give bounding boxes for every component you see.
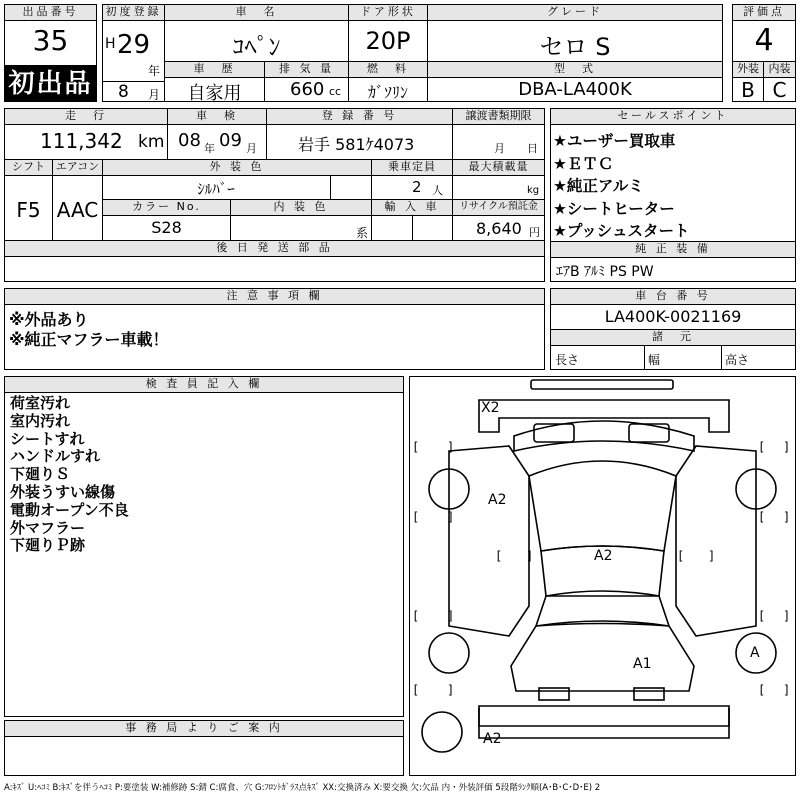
color-number-label: カラー No. bbox=[102, 199, 231, 216]
recycle-unit: 円 bbox=[529, 226, 540, 239]
fuel: ｶﾞｿﾘﾝ bbox=[367, 83, 408, 102]
svg-text:[: [ bbox=[412, 609, 420, 623]
lot-number-label: 出品番号 bbox=[4, 4, 97, 21]
car-name: ｺﾍﾟﾝ bbox=[232, 33, 281, 61]
svg-text:]: ] bbox=[783, 440, 791, 454]
color-number: S28 bbox=[151, 218, 182, 237]
inspector-item: 下廻りＳ bbox=[10, 465, 71, 484]
rear-deck bbox=[511, 621, 694, 691]
rear-bumper bbox=[479, 708, 729, 738]
right-body-side bbox=[676, 446, 756, 636]
import-cell-a bbox=[371, 215, 413, 241]
interior-grade-label: 内装 bbox=[763, 61, 796, 78]
mark-roof: A2 bbox=[594, 548, 613, 564]
inspector-label: 検 査 員 記 入 欄 bbox=[4, 376, 404, 393]
length-label: 長さ bbox=[555, 353, 580, 367]
office-label: 事 務 局 よ り ご 案 内 bbox=[4, 720, 404, 737]
office-box bbox=[4, 736, 404, 776]
inspector-item: 室内汚れ bbox=[10, 411, 71, 430]
mark-front-bumper: X2 bbox=[481, 400, 500, 416]
svg-text:[: [ bbox=[412, 683, 420, 697]
later-parts-cell bbox=[4, 256, 545, 282]
svg-text:[: [ bbox=[758, 683, 766, 697]
svg-text:[: [ bbox=[758, 510, 766, 524]
history-label: 車 歴 bbox=[164, 61, 265, 78]
front-bumper-shape bbox=[531, 380, 673, 389]
svg-text:[: [ bbox=[758, 609, 766, 623]
inspector-item: シートすれ bbox=[10, 429, 85, 448]
recycle-label: リサイクル預託金 bbox=[452, 199, 545, 216]
equipment: ｴｱB ｱﾙﾐ PS PW bbox=[556, 264, 654, 280]
year-unit: 年 bbox=[148, 64, 161, 78]
grade-label: グレード bbox=[427, 4, 723, 21]
cabin-top bbox=[529, 461, 676, 551]
mileage: 111,342 bbox=[40, 129, 123, 153]
svg-text:[: [ bbox=[758, 440, 766, 454]
inspection-year-unit: 年 bbox=[204, 142, 215, 155]
plate-label: 登 録 番 号 bbox=[266, 108, 453, 125]
registration-year: 29 bbox=[117, 30, 151, 60]
shift: F5 bbox=[16, 198, 41, 222]
chassis-number: LA400K-0021169 bbox=[604, 307, 742, 326]
recycle: 8,640 bbox=[476, 219, 522, 238]
color-subcell bbox=[330, 175, 372, 200]
fuel-label: 燃 料 bbox=[348, 61, 428, 78]
mark-rear-bumper: A2 bbox=[483, 731, 502, 747]
sales-point-item: ★プッシュスタート bbox=[553, 222, 690, 240]
inspector-item: 外マフラー bbox=[10, 518, 86, 537]
svg-text:]: ] bbox=[783, 609, 791, 623]
left-body-side bbox=[449, 446, 529, 636]
score: 4 bbox=[754, 23, 774, 58]
svg-text:]: ] bbox=[783, 683, 791, 697]
mileage-label: 走 行 bbox=[4, 108, 168, 125]
inspector-item: 荷室汚れ bbox=[10, 394, 71, 412]
svg-text:[: [ bbox=[677, 549, 685, 563]
inspector-item: ハンドルすれ bbox=[10, 447, 101, 466]
sales-point-item: ★シートヒーター bbox=[553, 199, 675, 218]
sales-point-item: ★ＥＴＣ bbox=[553, 154, 614, 173]
door-label: ドア形状 bbox=[348, 4, 428, 21]
import-cell-b bbox=[412, 215, 453, 241]
sales-point-item: ★純正アルミ bbox=[553, 177, 644, 195]
aircon-label: エアコン bbox=[52, 159, 103, 176]
svg-text:]: ] bbox=[447, 440, 455, 454]
note-item: ※外品あり bbox=[9, 310, 89, 329]
rear-bumper-upper bbox=[479, 706, 729, 726]
svg-text:]: ] bbox=[783, 510, 791, 524]
svg-text:[: [ bbox=[495, 549, 503, 563]
spare-wheel bbox=[422, 712, 462, 752]
max-load-unit: kg bbox=[527, 185, 540, 196]
svg-text:[: [ bbox=[412, 510, 420, 524]
mark-rear-deck: A1 bbox=[633, 656, 652, 672]
color-label: 外 装 色 bbox=[102, 159, 372, 176]
svg-text:[: [ bbox=[412, 440, 420, 454]
transfer-doc-label: 譲渡書類期限 bbox=[452, 108, 545, 125]
inspection-year: 08 bbox=[178, 130, 201, 151]
history: 自家用 bbox=[187, 83, 242, 104]
width-label: 幅 bbox=[648, 353, 661, 367]
later-parts-label: 後 日 発 送 部 品 bbox=[4, 240, 545, 257]
displacement-unit: cc bbox=[329, 85, 342, 98]
exterior-grade-label: 外装 bbox=[732, 61, 764, 78]
max-load-label: 最大積載量 bbox=[452, 159, 545, 176]
interior-color-cell bbox=[230, 215, 372, 241]
era-letter: H bbox=[105, 36, 116, 52]
svg-text:]: ] bbox=[447, 609, 455, 623]
first-listing-badge: 初出品 bbox=[4, 66, 97, 102]
mark-left-front-fender: A2 bbox=[488, 492, 507, 508]
first-registration-label: 初度登録 bbox=[102, 4, 165, 21]
exterior-grade: B bbox=[741, 78, 755, 102]
color: ｼﾙﾊﾞｰ bbox=[197, 180, 235, 198]
mark-right-rear-wheel: A bbox=[750, 645, 760, 661]
displacement: 660 bbox=[290, 79, 325, 100]
legend: A:ｷｽﾞ U:ﾍｺﾐ B:ｷｽﾞを伴うﾍｺﾐ P:要塗装 W:補修跡 S:錆 C:腐食、穴 G:ﾌﾛﾝﾄｶﾞﾗｽ点ｷｽﾞ XX:交換済み X:要交換 欠:欠品 内・外装評価 5段階ﾗﾝｸ順(A･B･C･D･E) 2 bbox=[4, 783, 601, 793]
month-unit: 月 bbox=[148, 88, 161, 102]
capacity: 2 bbox=[412, 178, 422, 196]
registration-month: 8 bbox=[118, 82, 129, 102]
interior-color-unit: 系 bbox=[356, 226, 369, 240]
interior-grade: C bbox=[772, 78, 787, 102]
inspector-item: 外装うすい線傷 bbox=[10, 482, 116, 501]
lot-number: 35 bbox=[32, 24, 69, 57]
displacement-label: 排 気 量 bbox=[264, 61, 349, 78]
model-label: 型 式 bbox=[427, 61, 723, 78]
equipment-label: 純 正 装 備 bbox=[550, 241, 796, 258]
transfer-day-unit: 日 bbox=[527, 142, 538, 155]
note-item: ※純正マフラー車載！ bbox=[9, 330, 169, 349]
inspection-label: 車 検 bbox=[167, 108, 267, 125]
svg-text:]: ] bbox=[708, 549, 716, 563]
plate: 岩手 581ｹ4073 bbox=[298, 135, 415, 154]
aircon: AAC bbox=[56, 198, 99, 222]
inspector-item: 電動オープン不良 bbox=[10, 500, 129, 519]
car-diagram bbox=[409, 376, 796, 776]
sales-point-item: ★ユーザー買取車 bbox=[553, 132, 676, 150]
inspection-month: 09 bbox=[219, 130, 242, 151]
front-bumper-outline bbox=[479, 400, 729, 432]
sales-points-list bbox=[553, 130, 690, 243]
svg-text:]: ] bbox=[447, 683, 455, 697]
inspector-item: 下廻りＰ跡 bbox=[10, 536, 86, 555]
chassis-label: 車 台 番 号 bbox=[550, 288, 796, 305]
inspector-list bbox=[10, 395, 129, 555]
import-label: 輸 入 車 bbox=[371, 199, 453, 216]
door: 20P bbox=[365, 27, 411, 55]
transfer-month-unit: 月 bbox=[494, 142, 505, 155]
svg-text:]: ] bbox=[526, 549, 534, 563]
inspection-month-unit: 月 bbox=[246, 142, 257, 155]
capacity-unit: 人 bbox=[432, 184, 443, 197]
score-label: 評価点 bbox=[732, 4, 796, 21]
sales-points-label: セールスポイント bbox=[550, 108, 796, 125]
svg-text:]: ] bbox=[447, 510, 455, 524]
shift-label: シフト bbox=[4, 159, 53, 176]
hood-shape bbox=[514, 421, 694, 451]
car-name-label: 車 名 bbox=[164, 4, 349, 21]
notes-list bbox=[9, 310, 169, 350]
dimensions-label: 諸 元 bbox=[550, 329, 796, 346]
model: DBA-LA400K bbox=[518, 79, 632, 100]
interior-color-label: 内 装 色 bbox=[230, 199, 372, 216]
mileage-unit: km bbox=[138, 132, 165, 152]
notes-label: 注 意 事 項 欄 bbox=[4, 288, 545, 305]
grade: セロ S bbox=[539, 33, 611, 61]
height-label: 高さ bbox=[725, 353, 750, 367]
capacity-label: 乗車定員 bbox=[371, 159, 453, 176]
left-rear-wheel bbox=[429, 633, 469, 673]
